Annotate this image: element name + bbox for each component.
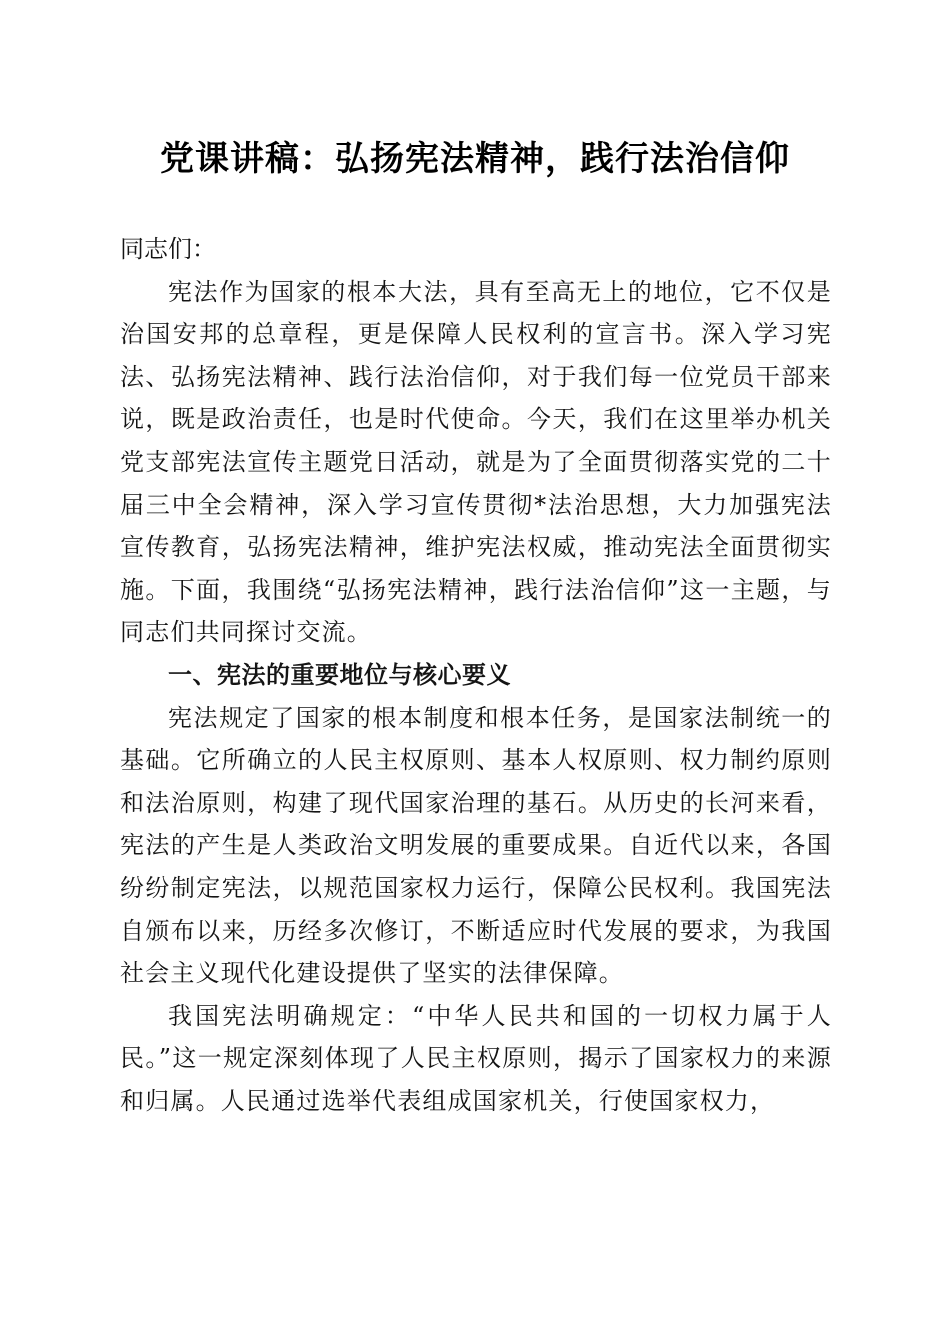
section-paragraph: 我国宪法明确规定：“中华人民共和国的一切权力属于人民。”这一规定深刻体现了人民主权原则，揭示了国家权力的来源和归属。人民通过选举代表组成国家机关，行使国家权力， — [120, 1001, 832, 1115]
section-paragraph: 宪法规定了国家的根本制度和根本任务，是国家法制统一的基础。它所确立的人民主权原则、基本人权原则、权力制约原则和法治原则，构建了现代国家治理的基石。从历史的长河来看，宪法的产生是人类政治文明发展的重要成果。自近代以来，各国纷纷制定宪法，以规范国家权力运行，保障公民权利。我国宪法自颁布以来，历经多次修订，不断适应时代发展的要求，为我国社会主义现代化建设提供了坚实的法律保障。 — [120, 703, 832, 988]
salutation: 同志们： — [120, 235, 216, 263]
document-body — [120, 228, 832, 1122]
intro-paragraph: 宪法作为国家的根本大法，具有至高无上的地位，它不仅是治国安邦的总章程，更是保障人民权利的宣言书。深入学习宪法、弘扬宪法精神、践行法治信仰，对于我们每一位党员干部来说，既是政治责任，也是时代使命。今天，我们在这里举办机关党支部宪法宣传主题党日活动，就是为了全面贯彻落实党的二十届三中全会精神，深入学习宣传贯彻*法治思想，大力加强宪法宣传教育，弘扬宪法精神，维护宪法权威，推动宪法全面贯彻实施。下面，我围绕“弘扬宪法精神，践行法治信仰”这一主题，与同志们共同探讨交流。 — [120, 277, 832, 647]
section-heading: 一、宪法的重要地位与核心要义 — [168, 660, 511, 689]
document-title: 党课讲稿：弘扬宪法精神，践行法治信仰 — [160, 139, 790, 179]
